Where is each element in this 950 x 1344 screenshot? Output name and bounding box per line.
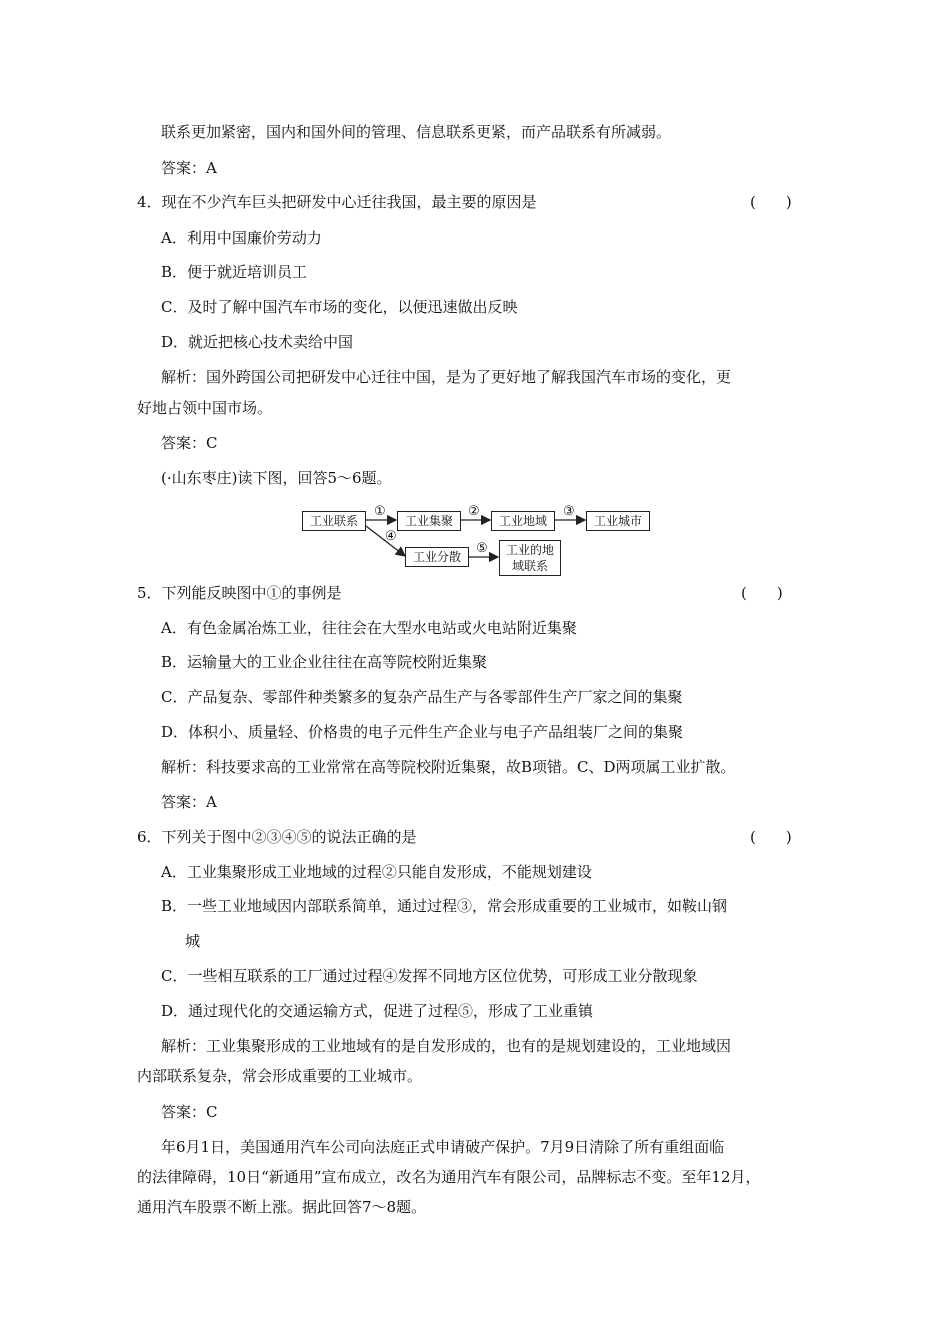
question-6: 6．下列关于图中②③④⑤的说法正确的是: [137, 828, 417, 846]
option-d: D．就近把核心技术卖给中国: [161, 333, 354, 351]
marker-4: ④: [385, 529, 397, 544]
text-line: 联系更加紧密，国内和国外间的管理、信息联系更紧，而产品联系有所减弱。: [161, 123, 672, 141]
option-c: C．及时了解中国汽车市场的变化，以便迅速做出反映: [161, 298, 518, 316]
paragraph-line: 的法律障碍，10日“新通用”宣布成立，改名为通用汽车有限公司，品牌标志不变。至年12月，: [137, 1168, 761, 1186]
option-b-cont: 城: [185, 932, 201, 950]
box-industrial-city: 工业城市: [586, 511, 650, 531]
explanation-line: 好地占领中国市场。: [137, 399, 273, 417]
answer-blank: ( ): [750, 828, 792, 846]
box-industrial-agglomeration: 工业集聚: [397, 511, 461, 531]
paragraph-line: 年6月1日，美国通用汽车公司向法庭正式申请破产保护。7月9日清除了所有重组面临: [161, 1138, 725, 1156]
answer-line: 答案：A: [161, 159, 217, 177]
option-b: B．一些工业地域因内部联系简单，通过过程③，常会形成重要的工业城市，如鞍山钢: [161, 897, 728, 915]
question-4: 4．现在不少汽车巨头把研发中心迁往我国，最主要的原因是: [137, 193, 537, 211]
option-a: A．利用中国廉价劳动力: [161, 229, 322, 247]
answer-blank: ( ): [741, 584, 783, 602]
answer-line: 答案：C: [161, 434, 218, 452]
box-industrial-linkage: 工业联系: [302, 511, 366, 531]
option-c: C．产品复杂、零部件种类繁多的复杂产品生产与各零部件生产厂家之间的集聚: [161, 688, 683, 706]
paragraph-line: 通用汽车股票不断上涨。据此回答7～8题。: [137, 1198, 427, 1216]
option-c: C．一些相互联系的工厂通过过程④发挥不同地方区位优势，可形成工业分散现象: [161, 967, 698, 985]
explanation-line: 解析：工业集聚形成的工业地域有的是自发形成的，也有的是规划建设的，工业地域因: [161, 1037, 732, 1055]
option-b: B．便于就近培训员工: [161, 263, 308, 281]
option-d: D．通过现代化的交通运输方式，促进了过程⑤，形成了工业重镇: [161, 1002, 594, 1020]
box-industrial-dispersion: 工业分散: [405, 547, 469, 567]
answer-line: 答案：C: [161, 1103, 218, 1121]
marker-3: ③: [563, 504, 575, 519]
intro-line: (·山东枣庄)读下图，回答5～6题。: [161, 469, 392, 487]
option-d: D．体积小、质量轻、价格贵的电子元件生产企业与电子产品组装厂之间的集聚: [161, 723, 684, 741]
option-a: A．工业集聚形成工业地域的过程②只能自发形成，不能规划建设: [161, 863, 592, 881]
answer-blank: ( ): [750, 193, 792, 211]
question-5: 5．下列能反映图中①的事例是: [137, 584, 342, 602]
option-b: B．运输量大的工业企业往往在高等院校附近集聚: [161, 653, 488, 671]
explanation-line: 内部联系复杂，常会形成重要的工业城市。: [137, 1067, 423, 1085]
marker-1: ①: [374, 504, 386, 519]
answer-line: 答案：A: [161, 793, 217, 811]
box-regional-linkage: 工业的地域联系: [499, 540, 561, 576]
explanation-line: 解析：国外跨国公司把研发中心迁往中国，是为了更好地了解我国汽车市场的变化，更: [161, 368, 732, 386]
marker-5: ⑤: [476, 541, 488, 556]
marker-2: ②: [468, 504, 480, 519]
box-industrial-region: 工业地域: [491, 511, 555, 531]
option-a: A．有色金属冶炼工业，往往会在大型水电站或火电站附近集聚: [161, 619, 577, 637]
explanation-line: 解析：科技要求高的工业常常在高等院校附近集聚，故B项错。C、D两项属工业扩散。: [161, 758, 736, 776]
